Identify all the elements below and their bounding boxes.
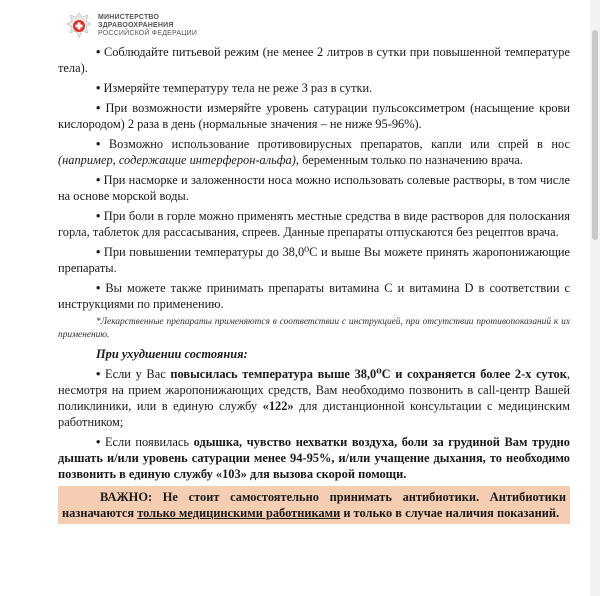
worsening-item-breath-a: Если появилась [104, 435, 194, 449]
worsening-item-fever-d: «122» [262, 399, 294, 413]
paragraph-saturation: • При возможности измеряйте уровень сатурации пульсоксиметром (насыщение крови кислородом) 2 раза в день (нормальные значения – не ниже 95-96%). [58, 100, 570, 132]
ministry-line-1: МИНИСТЕРСТВО [98, 14, 160, 21]
document-page [58, 0, 584, 596]
important-box [58, 486, 570, 524]
antiviral-text-a: Возможно использование противовирусных препаратов, капли или спрей в нос [108, 137, 570, 151]
ministry-header [66, 10, 197, 42]
document-body [58, 44, 570, 528]
antiviral-text-b: , беременным только по назначению врача. [295, 153, 523, 167]
paragraph-vitamins: • Вы можете также принимать препараты витамина С и витамина D в соответствии с инструкциями по применению. [58, 280, 570, 312]
important-underlined: только медицинскими работниками [137, 506, 341, 520]
ministry-name [98, 14, 197, 38]
paragraph-drinking: • Соблюдайте питьевой режим (не менее 2 литров в сутки при повышенной температуре тела). [58, 44, 570, 76]
worsening-item-fever-a: Если у Вас [105, 367, 171, 381]
ministry-line-2: ЗДРАВООХРАНЕНИЯ [98, 22, 174, 29]
antiviral-example: (например, содержащие интерферон-альфа) [58, 153, 296, 167]
worsening-item-breath-b: одышка, чувство нехватки воздуха, боли за грудиной Вам трудно дышать и/или уровень сатурации менее 94-95%, и/или учащение дыхания, то необходимо позвонить в единую службу «103» для вызова скорой помощи. [58, 435, 571, 481]
paragraph-antiviral [58, 136, 570, 168]
ministry-line-3: РОССИЙСКОЙ ФЕДЕРАЦИИ [98, 30, 198, 37]
important-tail: и только в случае наличия показаний. [340, 506, 560, 520]
ministry-emblem-icon [66, 12, 92, 40]
worsening-item-fever-b: повысилась температура выше 38,0⁰С и сохраняется более 2-х суток [170, 367, 567, 381]
paragraph-nose: • При насморке и заложенности носа можно использовать солевые растворы, в том числе на основе морской воды. [58, 172, 570, 204]
paragraph-temperature: • Измеряйте температуру тела не реже 3 раз в сутки. [58, 80, 570, 96]
important-lead: ВАЖНО: Не стоит самостоятельно принимать антибиотики. Антибиотики назначаются [62, 490, 566, 520]
medication-note: *Лекарственные препараты применяются в соответствии с инструкцией, при отсутствии противопоказаний к их применению. [58, 317, 570, 340]
scrollbar-track [590, 0, 600, 596]
paragraph-fever: • При повышении температуры до 38,0⁰С и выше Вы можете принять жаропонижающие препараты. [58, 244, 570, 276]
worsening-item-fever [58, 366, 570, 430]
worsening-item-fever-e: для дистанционной консультации с медицинским работником; [58, 399, 570, 429]
worsening-item-fever-c: , несмотря на прием жаропонижающих средств, Вам необходимо позвонить в call-центр Вашей поликлиники, или в единую службу [58, 367, 570, 413]
scrollbar-thumb [592, 30, 598, 240]
worsening-title: При ухудшении состояния: [96, 347, 248, 361]
worsening-item-breath [58, 434, 570, 482]
paragraph-throat: • При боли в горле можно применять местные средства в виде растворов для полоскания горла, таблеток для рассасывания, спреев. Данные препараты отпускаются без рецептов врача. [58, 208, 570, 240]
